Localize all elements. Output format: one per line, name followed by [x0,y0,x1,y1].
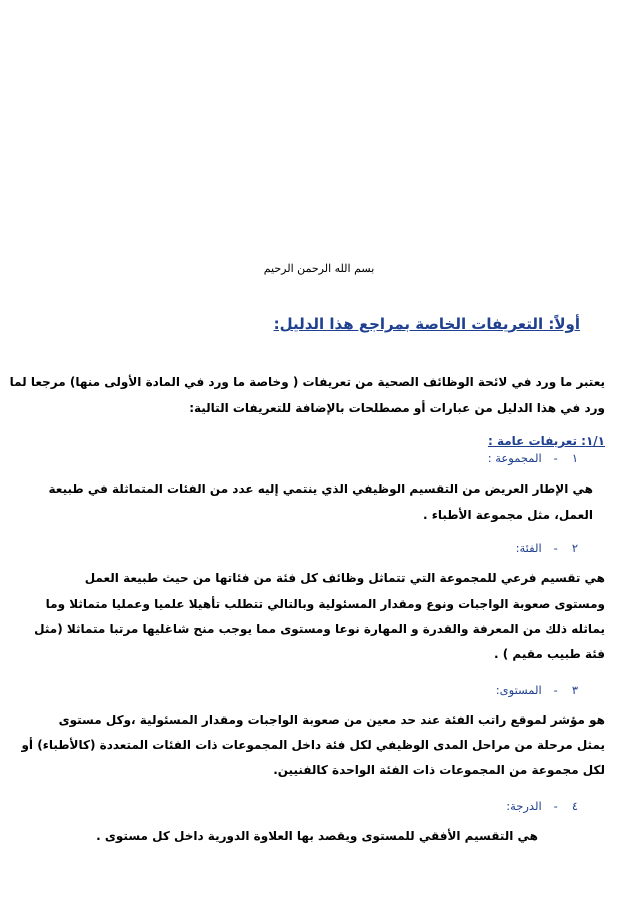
item-3-line-2: يمثل مرحلة من مراحل المدى الوظيفي لكل فئة داخل المجموعات ذات الفئات المتعددة (كالأطباء) أو [21,738,605,752]
item-1-heading [488,451,578,465]
intro-line-1: يعتبر ما ورد في لائحة الوظائف الصحية من تعريفات ( وخاصة ما ورد في المادة الأولى منها) مرجعا لما [9,375,605,389]
item-2-title: الفئة: [515,541,542,555]
item-2-line-2: ومستوى صعوبة الواجبات ونوع ومقدار المسئولية وبالتالي تتطلب تأهيلا علميا وعمليا متماثلا وما [45,597,605,611]
basmala: بسم الله الرحمن الرحيم [263,262,375,275]
item-3-number: ٣ [571,683,578,697]
subsection-heading: ١/١: تعريفات عامة : [487,434,605,448]
item-3-dash: - [553,683,558,697]
item-4-line-1: هي التقسيم الأفقي للمستوى ويقصد بها العلاوة الدورية داخل كل مستوى . [96,829,538,843]
item-2-number: ٢ [571,541,578,555]
item-4-dash: - [553,799,558,813]
item-2-dash: - [553,541,558,555]
item-2-line-3: يماثله ذلك من المعرفة والقدرة و المهارة نوعا ومستوى مما يوجب منح شاغليها مرتبا متماثلا (مثل [34,622,605,636]
item-1-line-1: هي الإطار العريض من التقسيم الوظيفي الذي ينتمي إليه عدد من الفئات المتماثلة في طبيعة [48,482,593,496]
item-1-number: ١ [571,451,578,465]
item-2-line-4: فئة طبيب مقيم ) . [494,647,605,661]
item-2-heading [516,541,578,555]
section-heading: أولاً: التعريفات الخاصة بمراجع هذا الدليل: [273,315,580,333]
item-1-title: المجموعة : [487,451,542,465]
item-3-line-3: لكل مجموعة من المجموعات ذات الفئة الواحدة كالفنيين. [273,763,605,777]
item-1-dash: - [553,451,558,465]
item-2-line-1: هي تقسيم فرعي للمجموعة التي تتماثل وظائف كل فئة من فئاتها من حيث طبيعة العمل [84,571,605,585]
item-1-line-2: العمل، مثل مجموعة الأطباء . [422,508,593,522]
item-3-heading [496,683,578,697]
item-4-title: الدرجة: [506,799,542,813]
item-4-heading [506,799,578,813]
intro-line-2: ورد في هذا الدليل من عبارات أو مصطلحات بالإضافة للتعريفات التالية: [189,401,605,415]
item-4-number: ٤ [571,799,578,813]
item-3-title: المستوى: [495,683,542,697]
item-3-line-1: هو مؤشر لموقع راتب الفئة عند حد معين من صعوبة الواجبات ومقدار المسئولية ،وكل مستوى [58,713,605,727]
